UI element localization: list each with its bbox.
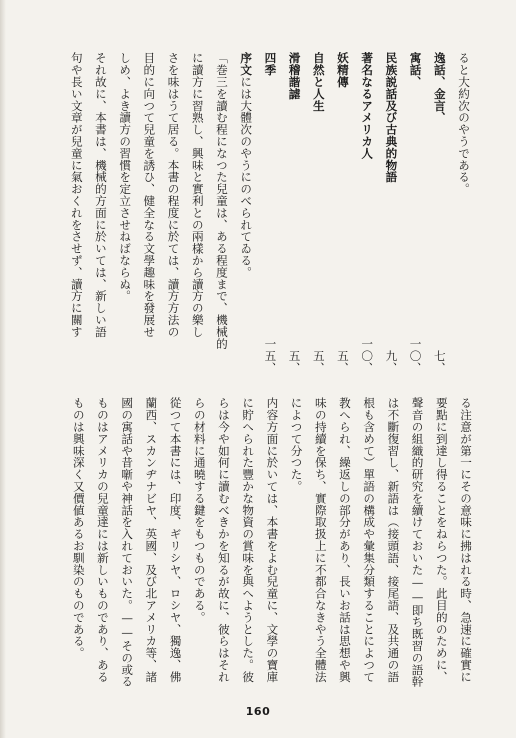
paragraph-line: しめ、よき讀方の習慣を定立させねばならぬ。: [118, 52, 133, 302]
entry-count: 五、: [287, 350, 302, 374]
paragraph-line: 國の寓話や昔噺や神話を入れておいた。——その或る: [120, 397, 135, 688]
content-entry: [307, 52, 331, 374]
paragraph-line: さを味はうて居る。本書の程度に於ては、讀方方法の: [166, 52, 181, 338]
entry-term: 滑稽諧謔: [287, 52, 302, 100]
paragraph-line: 目的に向つて兒童を誘ひ、健全なる文學趣味を發展せ: [142, 52, 157, 338]
paragraph-line: らは今や如何に讀むべきかを知るが故に、彼らはそれ: [216, 397, 231, 683]
paragraph-line: 要點に到達し得ることをねらつた。此目的のために、: [434, 397, 449, 683]
paragraph-line: に貯へられた豐かな物資の賞味を與へようとした。彼: [241, 397, 256, 683]
paragraph-line: 味の持續を保ち、實際取扱上に不都合なきやう全體法: [313, 397, 328, 683]
upper-text-block: [44, 52, 476, 374]
entry-term: 自然と人生: [311, 52, 326, 112]
entry-count: 七、: [432, 350, 447, 374]
paragraph-line: それ故に、本書は、機械的方面に於いては、新しい語: [93, 52, 108, 338]
entry-term: 四季: [263, 52, 278, 76]
paragraph-line: によつて分つた。: [289, 397, 304, 493]
paragraph-line: ものは興味深く又價値あるお馴染のものである。: [71, 397, 86, 659]
paragraph-line: に讀方に習熟し、興味と實利との兩樣から讀方の樂し: [190, 52, 205, 338]
paragraph-line: 蘭西、スカンヂナビヤ、英國、及び北アメリカ等、諸: [144, 397, 159, 683]
content-entry: [428, 52, 452, 374]
entry-count: 一五、: [263, 338, 278, 374]
paragraph-line: 根も含めて）單語の構成や彙集分類することによつて: [362, 397, 377, 683]
paragraph-line: 「巻三を讀む程になつた兒童は、ある程度まで、機械的: [214, 52, 229, 350]
preface-line: [234, 52, 258, 374]
paragraph-line: 教へられ、繰返しの部分があり、長いお話は思想や興: [337, 397, 352, 683]
entry-term: 妖精傳: [335, 52, 350, 88]
content-entry: [379, 52, 403, 374]
paragraph-line: 内容方面に於いては、本書をよむ兒童に、文學の寶庫: [265, 397, 280, 683]
paragraph-line: 聲音の組織的研究を續けておいた——即ち既習の語幹: [410, 397, 425, 688]
entry-term: 逸話、金言、: [432, 52, 447, 124]
paragraph-line: 句や長い文章が兒童に氣おくれをさせず、讀方に關す: [69, 52, 84, 338]
paragraph-line: ものはアメリカの兒童達には新しいものであり、ある: [95, 397, 110, 683]
entry-count: 一〇、: [408, 338, 423, 374]
page-number: 160: [245, 705, 271, 718]
entry-term: 民族説話及び古典的物語: [384, 52, 399, 183]
content-entry: [258, 52, 282, 374]
content-entry: [282, 52, 306, 374]
content-entry: [355, 52, 379, 374]
entry-count: 九、: [384, 350, 399, 374]
preface-text: には大體次のやうにのべられてゐる。: [239, 75, 254, 279]
entry-term: 著名なるアメリカ人: [360, 52, 375, 160]
preface-heading: 序文: [239, 52, 254, 76]
content-entry: [331, 52, 355, 374]
entry-count: 五、: [335, 350, 350, 374]
paragraph-line: らの材料に通曉する鍵をもつものである。: [192, 397, 207, 624]
content-entry: [403, 52, 427, 374]
entry-term: 寓話、: [408, 52, 423, 88]
paragraph-line: 從つて本書には、印度、ギリシヤ、ロシヤ、獨逸、佛: [168, 397, 183, 683]
lower-text-block: [42, 397, 478, 697]
entry-count: 一〇、: [360, 338, 375, 374]
paragraph-line: る注意が第一にその意味に拂はれる時、急速に確實に: [459, 397, 473, 683]
entry-count: 五、: [311, 350, 326, 374]
intro-line: ると大約次のやうである。: [457, 52, 471, 195]
paragraph-line: は不斷復習し、新語は（接頭語、接尾語、及共通の語: [386, 397, 401, 683]
